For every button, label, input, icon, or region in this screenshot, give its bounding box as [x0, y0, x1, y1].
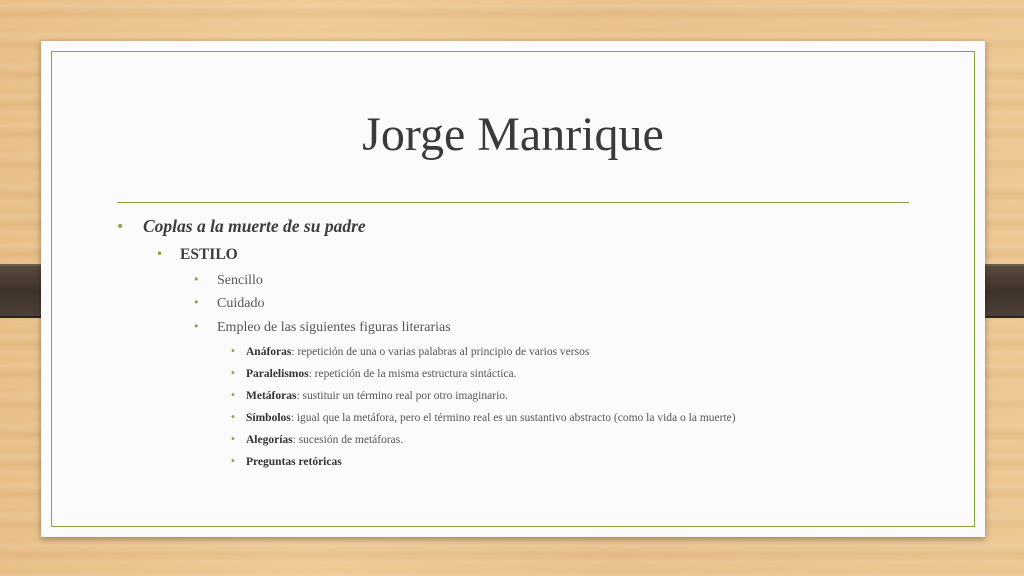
section-heading: ESTILO: [180, 246, 238, 263]
bullet-icon: •: [193, 273, 200, 286]
bullet-icon: •: [156, 247, 164, 261]
slide-content: [41, 41, 985, 537]
term-description: : repetición de una o varias palabras al principio de varios versos: [291, 346, 590, 358]
term-description: : sustituir un término real por otro imaginario.: [296, 390, 508, 402]
slide-title: Jorge Manrique: [362, 108, 664, 161]
bullet-icon: •: [230, 390, 236, 401]
term-description: : igual que la metáfora, pero el término real es un sustantivo abstracto (como la vida o la muerte): [290, 412, 736, 424]
slide-card: [41, 41, 985, 537]
subtitle-heading: Coplas a la muerte de su padre: [143, 216, 366, 236]
list-item: [246, 346, 589, 358]
list-item: [246, 368, 517, 380]
list-item: [246, 412, 736, 424]
term-label: Paralelismos: [246, 368, 309, 380]
term-label: Alegorías: [246, 434, 293, 446]
term-label: Preguntas retóricas: [246, 456, 342, 468]
bullet-icon: •: [230, 346, 236, 357]
list-item: Cuidado: [217, 296, 265, 311]
bullet-icon: •: [230, 368, 236, 379]
bullet-icon: •: [230, 434, 236, 445]
list-item: [246, 456, 342, 468]
term-description: : repetición de la misma estructura sintáctica.: [308, 368, 517, 380]
bullet-icon: •: [193, 320, 200, 333]
list-item: Empleo de las siguientes figuras literarias: [217, 320, 451, 335]
term-description: : sucesión de metáforas.: [292, 434, 404, 446]
term-label: Anáforas: [246, 346, 292, 358]
term-label: Metáforas: [246, 390, 297, 402]
list-item: Sencillo: [217, 273, 263, 288]
bullet-icon: •: [116, 219, 125, 235]
term-label: Símbolos: [246, 412, 291, 424]
bullet-icon: •: [230, 412, 236, 423]
bullet-icon: •: [230, 456, 236, 467]
bullet-icon: •: [193, 296, 200, 309]
list-item: [246, 434, 403, 446]
list-item: [246, 390, 508, 402]
